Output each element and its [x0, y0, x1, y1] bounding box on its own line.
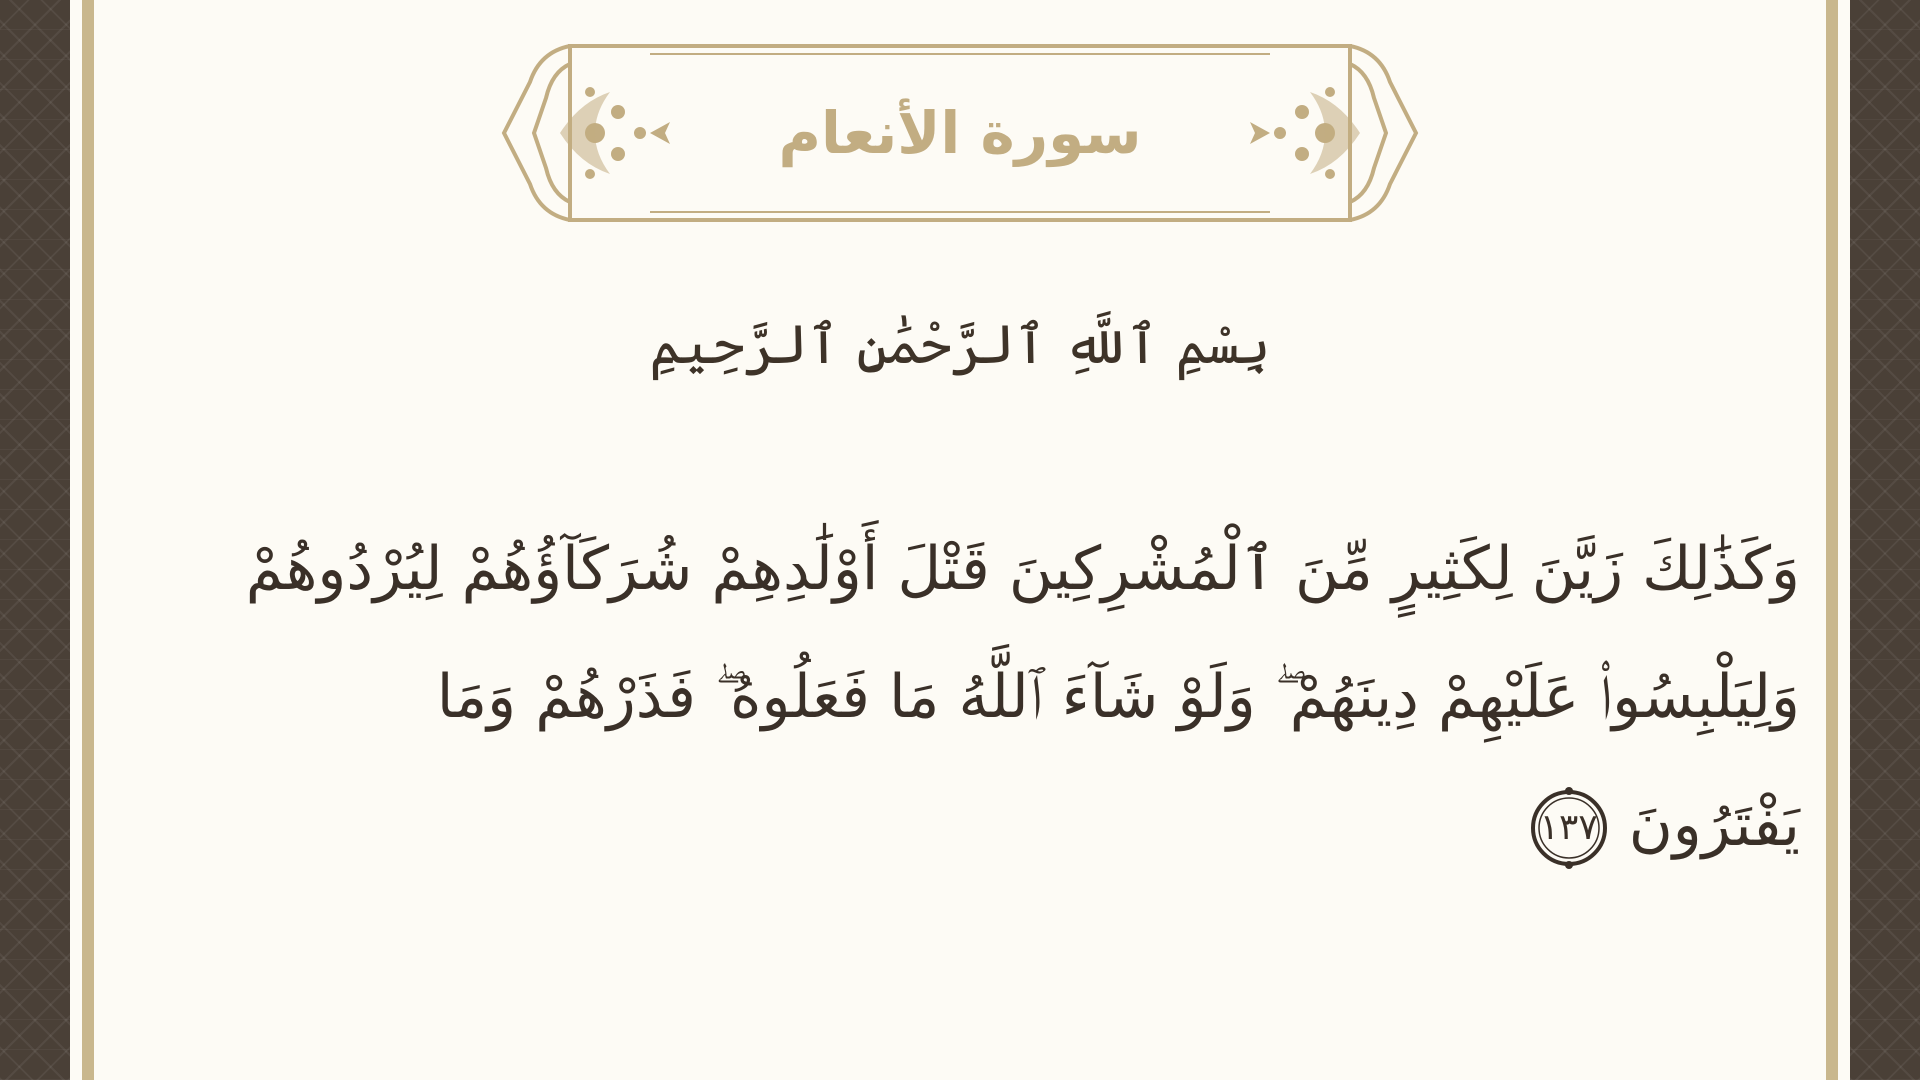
ayah-number: ١٣٧ [1539, 807, 1598, 849]
verse-line-text: يَفْتَرُونَ [1628, 790, 1800, 860]
right-ornamental-border [1850, 0, 1920, 1080]
right-gold-rule [1826, 0, 1838, 1080]
left-ornamental-border [0, 0, 70, 1080]
verse-line: وَكَذَٰلِكَ زَيَّنَ لِكَثِيرٍ مِّنَ ٱلْمُشْرِكِينَ قَتْلَ أَوْلَٰدِهِمْ شُرَكَآؤُهُمْ لِيُرْدُوهُمْ [245, 534, 1800, 604]
verse-text [220, 505, 1800, 889]
ayah-number-marker [1527, 786, 1611, 870]
surah-title: سورة الأنعام [778, 99, 1142, 167]
basmala: بِسْمِ ٱللَّهِ ٱلرَّحْمَٰنِ ٱلرَّحِيمِ [649, 313, 1271, 376]
left-gold-rule [82, 0, 94, 1080]
verse-line: وَلِيَلْبِسُوا۟ عَلَيْهِمْ دِينَهُمْ ۖ وَلَوْ شَآءَ ٱللَّهُ مَا فَعَلُوهُ ۖ فَذَرْهُمْ وَمَا [436, 662, 1800, 732]
verse-line [220, 761, 1800, 889]
surah-title-banner [500, 42, 1420, 224]
